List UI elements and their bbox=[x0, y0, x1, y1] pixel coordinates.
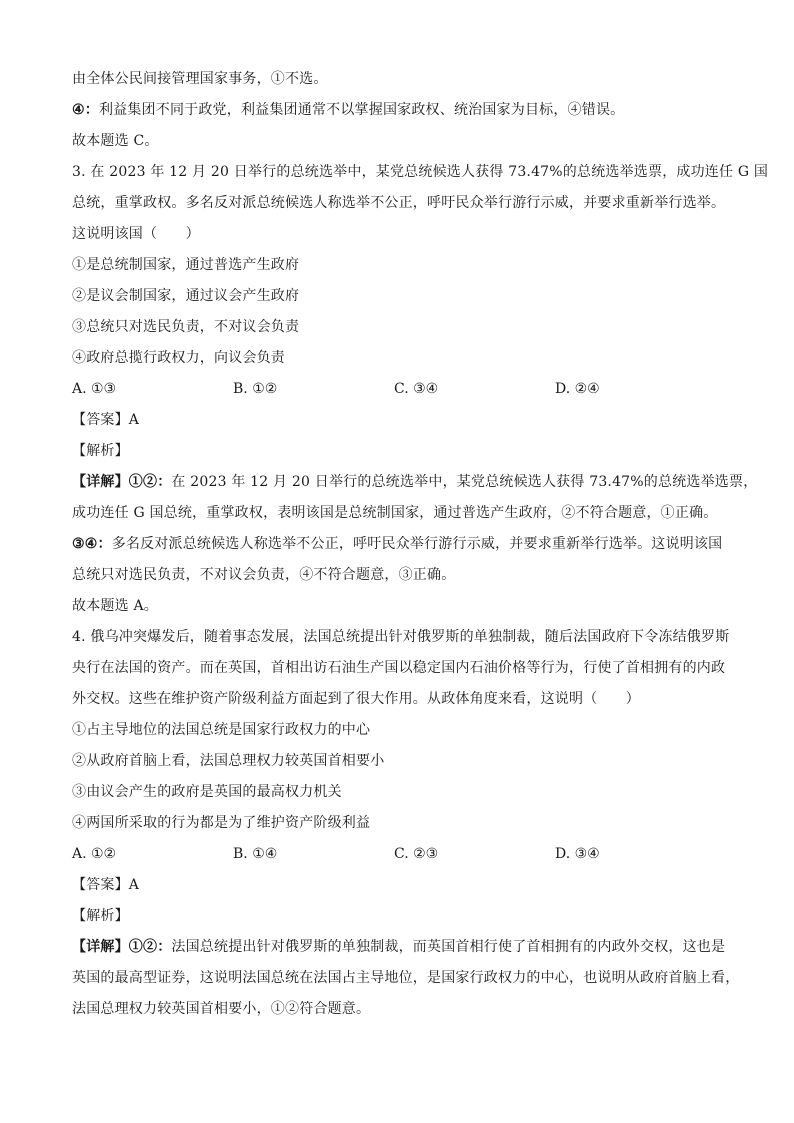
question-stem: 3. 在 2023 年 12 月 20 日举行的总统选举中，某党总统候选人获得 73.47%的总统选举选票，成功连任 G 国 bbox=[72, 164, 769, 180]
answer: 【答案】A bbox=[72, 412, 140, 428]
option-b: B. ①④ bbox=[233, 846, 278, 862]
document-page bbox=[72, 64, 769, 1025]
item-text: 利益集团不同于政党，利益集团通常不以掌握国家政权、统治国家为目标，④错误。 bbox=[98, 102, 625, 118]
question-stem: 4. 俄乌冲突爆发后，随着事态发展，法国总统提出针对俄罗斯的单独制裁，随后法国政府下令冻结俄罗斯 bbox=[72, 629, 730, 645]
statement: ①占主导地位的法国总统是国家行政权力的中心 bbox=[72, 722, 371, 738]
question-stem: 央行在法国的资产。而在英国，首相出访石油生产国以稳定国内石油价格等行为，行使了首相拥有的内政 bbox=[72, 660, 726, 676]
statement: ④两国所采取的行为都是为了维护资产阶级利益 bbox=[72, 815, 371, 831]
detail-label: 【详解】①②： bbox=[72, 474, 172, 490]
detail-line: 成功连任 G 国总统，重掌政权，表明该国是总统制国家，通过普选产生政府，②不符合题意，①正确。 bbox=[72, 505, 718, 521]
detail-line bbox=[72, 529, 732, 560]
statement: ①是总统制国家，通过普选产生政府 bbox=[72, 257, 300, 273]
detail-text: 法国总统提出针对俄罗斯的单独制裁，而英国首相行使了首相拥有的内政外交权，这也是 bbox=[171, 939, 726, 955]
detail-text: 多名反对派总统候选人称选举不公正，呼吁民众举行游行示威，并要求重新举行选举。这说明该国 bbox=[111, 536, 723, 552]
option-a: A. ①② bbox=[72, 846, 117, 862]
option-b: B. ①② bbox=[233, 381, 278, 397]
question-stem: 这说明该国（ ） bbox=[72, 226, 200, 242]
answer-options bbox=[72, 374, 732, 405]
option-c: C. ②③ bbox=[394, 846, 439, 862]
detail-line bbox=[72, 932, 732, 963]
text-line: 由全体公民间接管理国家事务，①不选。 bbox=[72, 71, 328, 87]
conclusion: 故本题选 A。 bbox=[72, 598, 158, 614]
option-d: D. ②④ bbox=[555, 381, 600, 397]
analysis-heading: 【解析】 bbox=[72, 443, 129, 459]
detail-text: 在 2023 年 12 月 20 日举行的总统选举中，某党总统候选人获得 73.47%的总统选举选票， bbox=[171, 474, 758, 490]
question-stem: 总统，重掌政权。多名反对派总统候选人称选举不公正，呼吁民众举行游行示威，并要求重新举行选举。 bbox=[72, 195, 726, 211]
conclusion: 故本题选 C。 bbox=[72, 133, 159, 149]
question-4 bbox=[72, 622, 740, 1025]
option-d: D. ③④ bbox=[555, 846, 600, 862]
statement: ②从政府首脑上看，法国总理权力较英国首相要小 bbox=[72, 753, 385, 769]
detail-line bbox=[72, 467, 758, 498]
statement: ②是议会制国家，通过议会产生政府 bbox=[72, 288, 300, 304]
detail-label: ③④： bbox=[72, 536, 112, 552]
statement: ③总统只对选民负责，不对议会负责 bbox=[72, 319, 300, 335]
statement: ④政府总揽行政权力，向议会负责 bbox=[72, 350, 285, 366]
option-c: C. ③④ bbox=[394, 381, 439, 397]
detail-label: 【详解】①②： bbox=[72, 939, 172, 955]
statement: ③由议会产生的政府是英国的最高权力机关 bbox=[72, 784, 342, 800]
detail-line: 法国总理权力较英国首相要小，①②符合题意。 bbox=[72, 1001, 371, 1017]
detail-line: 总统只对选民负责，不对议会负责，④不符合题意，③正确。 bbox=[72, 567, 456, 583]
answer: 【答案】A bbox=[72, 877, 140, 893]
option-a: A. ①③ bbox=[72, 381, 117, 397]
detail-line: 英国的最高型证券，这说明法国总统在法国占主导地位，是国家行政权力的中心，也说明从政府首脑上看， bbox=[72, 970, 740, 986]
analysis-heading: 【解析】 bbox=[72, 908, 129, 924]
answer-options bbox=[72, 839, 732, 870]
item-label: ④： bbox=[72, 102, 99, 118]
question-stem: 外交权。这些在维护资产阶级利益方面起到了很大作用。从政体角度来看，这说明（ ） bbox=[72, 691, 640, 707]
question-3 bbox=[72, 157, 769, 622]
text-line bbox=[72, 95, 732, 126]
